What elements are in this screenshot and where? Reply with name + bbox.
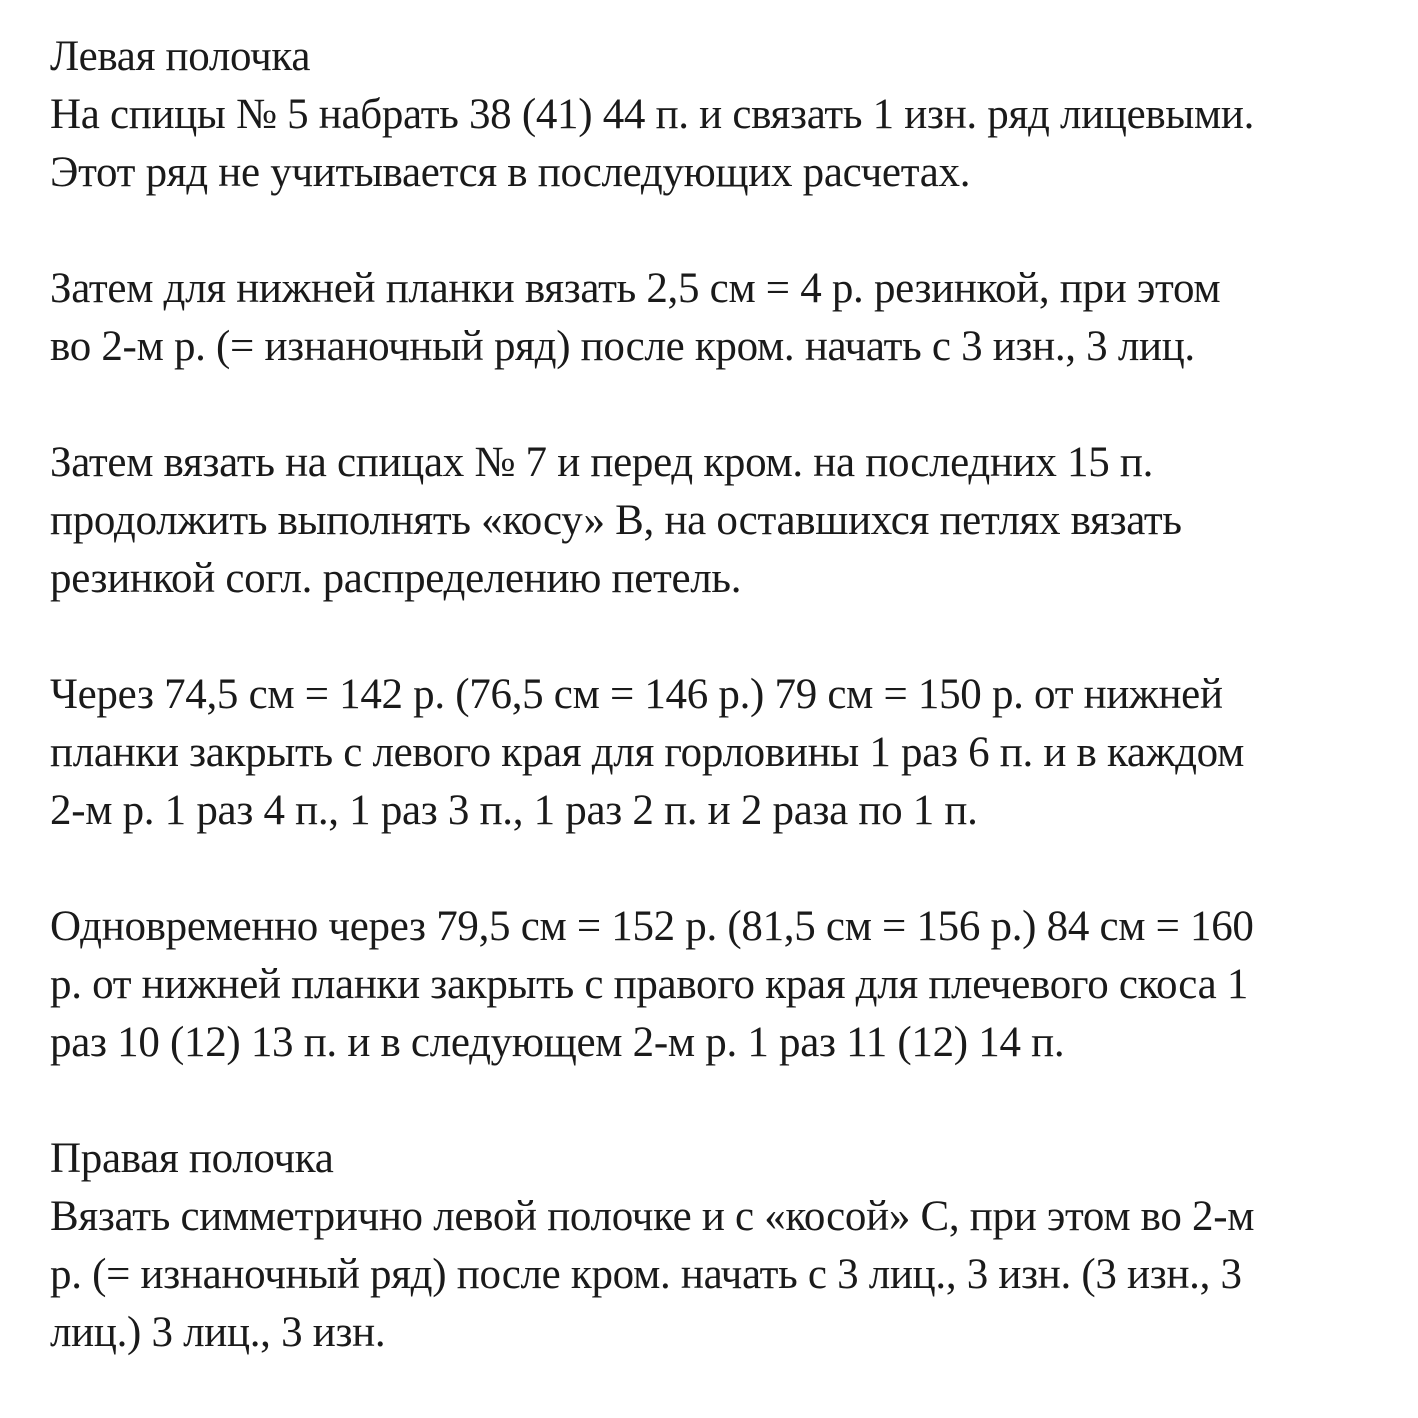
text-line: р. от нижней планки закрыть с правого края для плечевого скоса 1 <box>50 961 1249 1008</box>
text-line: раз 10 (12) 13 п. и в следующем 2-м р. 1 раз 11 (12) 14 п. <box>50 1019 1065 1066</box>
text-line: 2-м р. 1 раз 4 п., 1 раз 3 п., 1 раз 2 п. и 2 раза по 1 п. <box>50 787 978 834</box>
text-line: Вязать симметрично левой полочке и с «косой» С, при этом во 2-м <box>50 1193 1255 1240</box>
text-line: планки закрыть с левого края для горловины 1 раз 6 п. и в каждом <box>50 729 1244 776</box>
text-line: Этот ряд не учитывается в последующих расчетах. <box>50 149 971 196</box>
text-line: продолжить выполнять «косу» В, на оставшихся петлях вязать <box>50 497 1182 544</box>
paragraph-gap <box>50 1072 1400 1130</box>
text-line: во 2-м р. (= изнаночный ряд) после кром. начать с 3 изн., 3 лиц. <box>50 323 1195 370</box>
paragraph-gap <box>50 840 1400 898</box>
paragraph-gap <box>50 608 1400 666</box>
document-page <box>50 28 1400 1362</box>
text-line: лиц.) 3 лиц., 3 изн. <box>50 1309 386 1356</box>
text-line: Через 74,5 см = 142 р. (76,5 см = 146 р.) 79 см = 150 р. от нижней <box>50 671 1223 718</box>
text-line: резинкой согл. распределению петель. <box>50 555 742 602</box>
paragraph-gap <box>50 202 1400 260</box>
paragraph-gap <box>50 376 1400 434</box>
text-line: р. (= изнаночный ряд) после кром. начать с 3 лиц., 3 изн. (3 изн., 3 <box>50 1251 1242 1298</box>
text-line: Затем вязать на спицах № 7 и перед кром. на последних 15 п. <box>50 439 1154 486</box>
section-heading-left-front: Левая полочка <box>50 33 311 80</box>
section-heading-right-front: Правая полочка <box>50 1135 334 1182</box>
text-line: На спицы № 5 набрать 38 (41) 44 п. и связать 1 изн. ряд лицевыми. <box>50 91 1255 138</box>
text-line: Одновременно через 79,5 см = 152 р. (81,5 см = 156 р.) 84 см = 160 <box>50 903 1254 950</box>
text-line: Затем для нижней планки вязать 2,5 см = 4 р. резинкой, при этом <box>50 265 1221 312</box>
